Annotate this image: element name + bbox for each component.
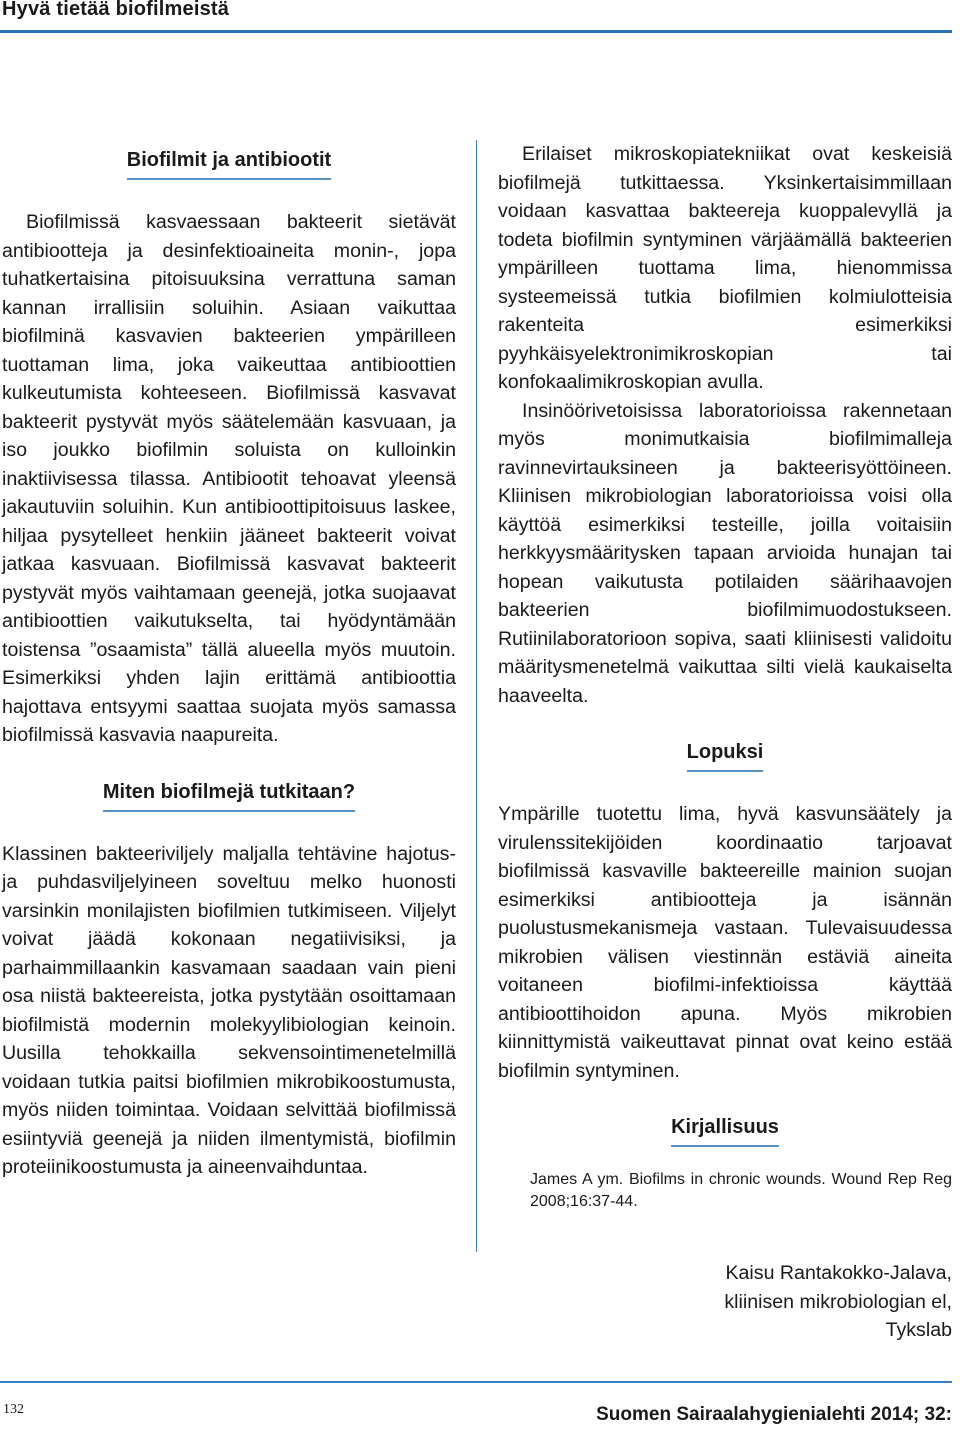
author-title: kliinisen mikrobiologian el, — [724, 1290, 952, 1313]
author-block — [498, 1259, 952, 1345]
author-name: Kaisu Rantakokko-Jalava, — [725, 1262, 952, 1284]
author-affiliation: Tykslab — [885, 1319, 952, 1341]
section-heading-wrap — [2, 146, 456, 180]
header-divider — [0, 30, 952, 33]
header-title: Hyvä tietää biofilmeistä — [2, 0, 230, 20]
left-column — [2, 140, 456, 1182]
paragraph-research: Klassinen bakteeriviljely maljalla tehtävine hajotus- ja puhdasviljelyineen soveltuu melko huonosti varsinkin monilajisten biofilmien tutkimiseen. Viljelyt voivat jäädä kokonaan negatiivisiksi, ja parhaimmillaankin kasvamaan saadaan vain pieni osa niistä bakteereista, jotka pystytään osoittamaan biofilmistä modernin molekyylibiologian keinoin. Uusilla tehokkailla sekvensointimenetelmillä voidaan tutkia paitsi biofilmien mikrobikoostumusta, myös niiden toimintaa. Voidaan selvittää biofilmissä esiintyviä geenejä ja niiden ilmentymistä, biofilmin proteiinikoostumusta ja aineenvaihduntaa. — [2, 842, 456, 1178]
paragraph-laboratories: Insinöörivetoisissa laboratorioissa rakennetaan myös monimutkaisia biofilmimalleja ravinnevirtauksineen ja bakteerisyöttöineen. Kliinisen mikrobiologian laboratorioissa voisi olla käyttöä esimerkiksi testeille, joilla voitaisiin herkkyysmääritysken tapaan arvioida hunajan tai hopean vaikutusta potilaiden säärihaavojen bakteerien biofilmimuodostukseen. Rutiinilaboratorioon sopiva, saati kliinisesti validoitu määritysmenetelmä vaikuttaa silti vielä kaukaiselta haaveelta. — [498, 399, 952, 707]
paragraph-antibiotics: Biofilmissä kasvaessaan bakteerit sietävät antibiootteja ja desinfektioaineita monin-, jopa tuhatkertaisina pitoisuuksina verrattuna saman kannan irrallisiin soluihin. Asiaan vaikuttaa biofilminä kasvavien bakteerien ympärilleen tuottaman lima, joka vaikeuttaa antibioottien kulkeutumista kohteeseen. Biofilmissä kasvavat bakteerit pystyvät myös säätelemään kasvuaan, ja iso joukko biofilmin soluista on kulloinkin inaktiivisessa tilassa. Antibiootit tehoavat yleensä jakautuviin soluihin. Kun antibioottipitoisuus laskee, hiljaa pysytelleet henkiin jääneet bakteerit voivat jatkaa kasvuaan. Biofilmissä kasvavat bakteerit pystyvät myös vaihtamaan geenejä, jotka suojaavat antibioottien vaikutukselta, tai hyödyntämään toistensa ”osaamista” tällä alueella myös muutoin. Esimerkiksi yhden lajin erittämä antibioottia hajottava entsyymi saattaa suojata myös samassa biofilmissä kasvavia naapureita. — [2, 211, 456, 746]
section-heading-references: Kirjallisuus — [671, 1114, 779, 1147]
right-column — [498, 140, 952, 1345]
section-heading-wrap — [2, 778, 456, 812]
paragraph-microscopy: Erilaiset mikroskopiatekniikat ovat keskeisiä biofilmejä tutkittaessa. Yksinkertaisimmillaan voidaan kasvattaa bakteereja kuoppalevyllä ja todeta biofilmin syntyminen värjäämällä bakteerien ympärilleen tuottama lima, hienommissa systeemeissä tutkia biofilmien kolmiulotteisia rakenteita esimerkiksi pyyhkäisyelektronimikroskopian tai konfokaalimikroskopian avulla. — [498, 143, 952, 393]
section-heading-wrap — [498, 1113, 952, 1147]
section-heading-wrap — [498, 738, 952, 772]
section-heading-antibiotics: Biofilmit ja antibiootit — [127, 147, 331, 180]
section-heading-conclusion: Lopuksi — [687, 739, 764, 772]
journal-name: Suomen Sairaalahygienialehti 2014; 32: — [596, 1404, 952, 1425]
reference-item: James A ym. Biofilms in chronic wounds. Wound Rep Reg 2008;16:37-44. — [530, 1171, 952, 1210]
page-number: 132 — [3, 1402, 24, 1417]
paragraph-conclusion: Ympärille tuotettu lima, hyvä kasvunsäätely ja virulenssitekijöiden koordinaatio tarjoavat biofilmissä kasvaville bakteereille mainion suojan esimerkiksi antibiootteja ja isännän puolustusmekanismeja vastaan. Tulevaisuudessa mikrobien välisen viestinnän estäviä aineita voitaneen biofilmi-infektioissa käyttää antibioottihoidon apuna. Myös mikrobien kiinnittymistä vaikeuttavat pinnat ovat keino estää biofilmin syntyminen. — [498, 803, 952, 1082]
footer-divider — [0, 1381, 952, 1383]
column-divider — [476, 140, 477, 1252]
section-heading-research: Miten biofilmejä tutkitaan? — [103, 779, 355, 812]
